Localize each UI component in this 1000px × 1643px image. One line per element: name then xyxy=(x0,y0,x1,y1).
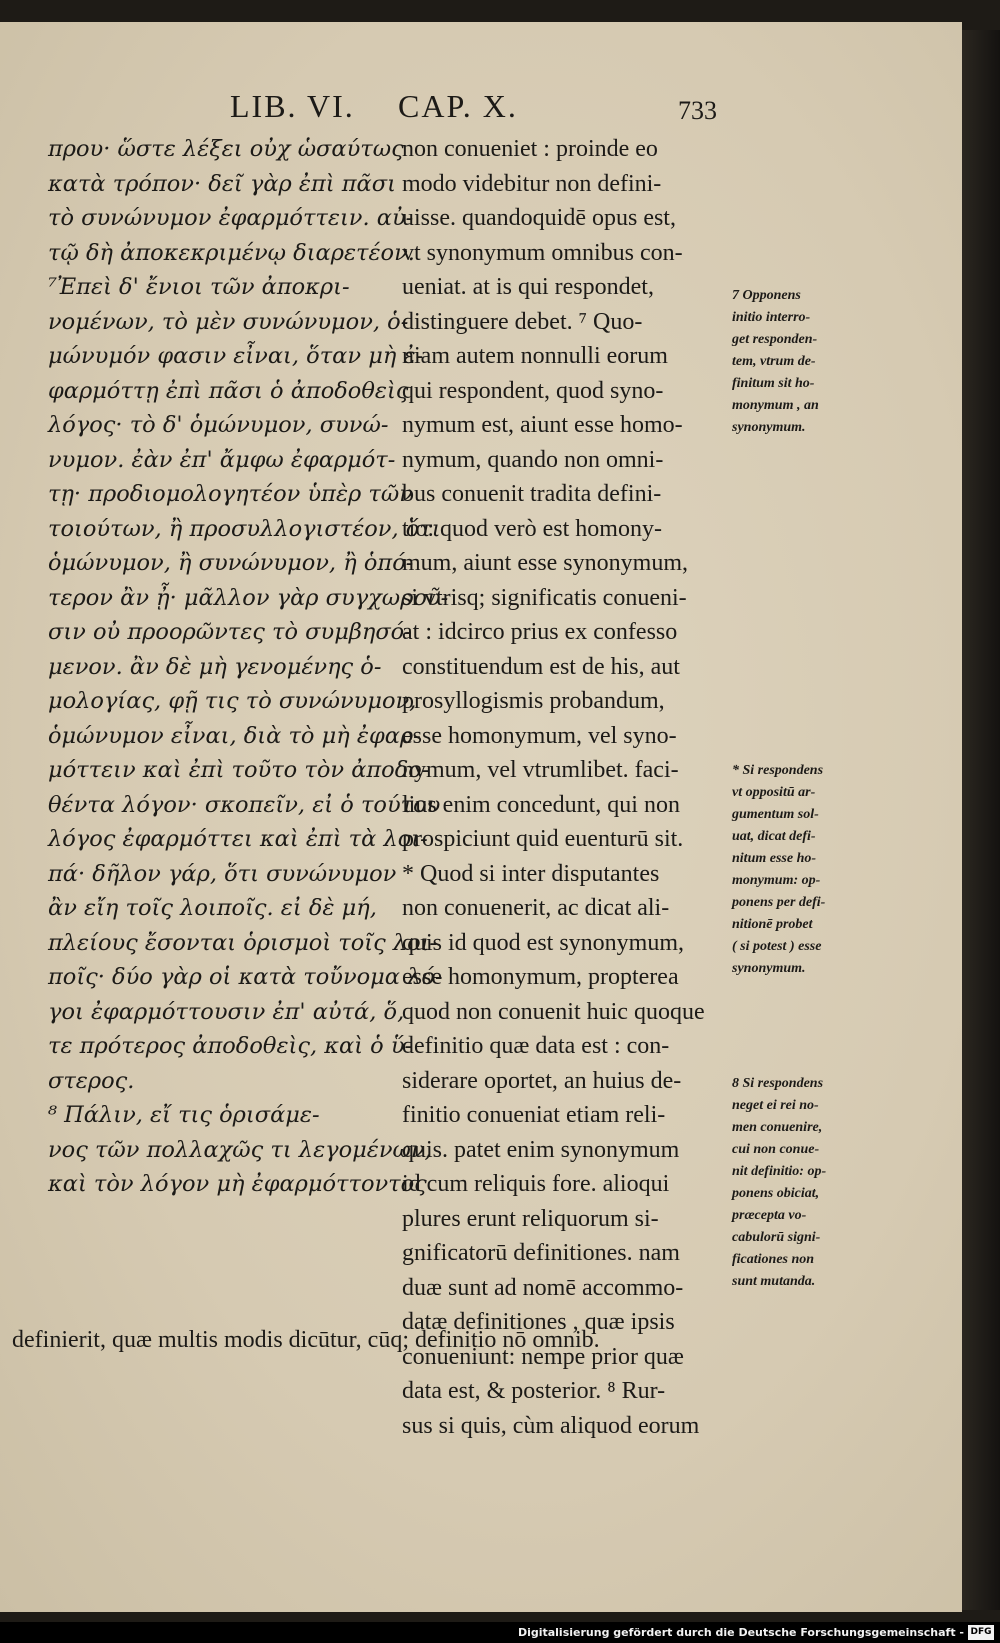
margin-note-line: neget ei rei no- xyxy=(732,1098,819,1113)
greek-line: γοι ἐφαρμόττουσιν ἐπ' αὐτά, ὅ, xyxy=(48,998,405,1025)
greek-line: ὁμώνυμον εἶναι, διὰ τὸ μὴ ἐφαρ- xyxy=(48,722,421,749)
digitization-credit: Digitalisierung gefördert durch die Deutsche Forschungsgemeinschaft - xyxy=(517,1626,964,1639)
greek-line: πά· δῆλον γάρ, ὅτι συνώνυμον xyxy=(48,860,397,887)
margin-note-line: nitum esse ho- xyxy=(732,851,817,866)
latin-line: tio: quod verò est homony- xyxy=(402,515,662,542)
margin-note-line: tem, vtrum de- xyxy=(732,354,816,369)
greek-line: ποῖς· δύο γὰρ οἱ κατὰ τοὔνομα λό- xyxy=(48,964,443,990)
page-number: 733 xyxy=(678,96,717,125)
latin-line: modo videbitur non defini- xyxy=(402,170,662,197)
greek-line: ⁸ Πάλιν, εἴ τις ὁρισάμε- xyxy=(48,1102,320,1128)
latin-line: nymum est, aiunt esse homo- xyxy=(402,412,683,438)
greek-line: ⁷Ἐπεὶ δ' ἔνιοι τῶν ἀποκρι- xyxy=(48,274,350,300)
latin-line: vt synonymum omnibus con- xyxy=(402,239,683,266)
margin-note-line: ficationes non xyxy=(732,1252,815,1267)
margin-note-line: uat, dicat defi- xyxy=(732,829,816,844)
greek-line: μόττειν καὶ ἐπὶ τοῦτο τὸν ἀποδο- xyxy=(48,757,430,783)
page-edge xyxy=(962,30,1000,1610)
greek-line: ὁμώνυμον, ἢ συνώνυμον, ἢ ὁπό- xyxy=(48,550,414,576)
latin-line: mum, aiunt esse synonymum, xyxy=(402,550,688,576)
latin-line: finitio conueniat etiam reli- xyxy=(402,1102,666,1128)
greek-line: πρου· ὥστε λέξει οὐχ ὡσαύτως xyxy=(48,136,404,162)
running-head-chapter: CAP. X. xyxy=(398,88,518,124)
latin-line: at : idcirco prius ex confesso xyxy=(402,619,678,645)
latin-line: data est, & posterior. ⁸ Rur- xyxy=(402,1378,666,1404)
latin-line: quis id quod est synonymum, xyxy=(402,929,685,956)
latin-line: id cum reliquis fore. alioqui xyxy=(402,1171,670,1197)
greek-line: στερος. xyxy=(48,1067,135,1094)
margin-note-line: get responden- xyxy=(732,332,818,347)
margin-note-line: men conuenire, xyxy=(732,1120,823,1135)
greek-line: μώνυμόν φασιν εἶναι, ὅταν μὴ ἐ- xyxy=(48,343,424,369)
latin-line: quod non conuenit huic quoque xyxy=(402,998,705,1025)
latin-line: niam autem nonnulli eorum xyxy=(402,343,668,369)
margin-note-line: nit definitio: op- xyxy=(732,1164,827,1179)
latin-line: prosyllogismis probandum, xyxy=(402,688,665,714)
latin-line: nymum, quando non omni- xyxy=(402,446,664,473)
greek-line: σιν οὐ προορῶντες τὸ συμβησό- xyxy=(48,619,412,645)
bottom-full-width-line: definierit, quæ multis modis dicūtur, cūq; definitio nō omnib. xyxy=(12,1327,600,1353)
dfg-logo: DFG xyxy=(968,1625,994,1640)
greek-line: νυμον. ἐὰν ἐπ' ἄμφω ἐφαρμότ- xyxy=(48,446,396,473)
margin-note-line: 8 Si respondens xyxy=(732,1076,824,1091)
latin-line: bus conuenit tradita defini- xyxy=(402,481,662,507)
latin-line: definitio quæ data est : con- xyxy=(402,1033,670,1059)
latin-line: esse homonymum, propterea xyxy=(402,964,679,990)
latin-line: gnificatorū definitiones. nam xyxy=(402,1240,680,1266)
latin-line: sus si quis, cùm aliquod eorum xyxy=(402,1412,700,1439)
greek-line: τοιούτων, ἢ προσυλλογιστέον, ὅτι xyxy=(48,515,441,542)
margin-note-line: præcepta vo- xyxy=(732,1208,807,1223)
latin-line: si vtrisq; significatis conueni- xyxy=(402,584,687,611)
greek-line: λόγος ἐφαρμόττει καὶ ἐπὶ τὰ λοι- xyxy=(48,826,428,852)
latin-line: datæ definitiones , quæ ipsis xyxy=(402,1309,675,1335)
latin-line: * Quod si inter disputantes xyxy=(402,860,660,887)
latin-line: distinguere debet. ⁷ Quo- xyxy=(402,308,643,335)
latin-line: non conuenerit, ac dicat ali- xyxy=(402,895,670,921)
margin-note-line: monymum: op- xyxy=(732,873,821,888)
greek-line: νος τῶν πολλαχῶς τι λεγομένων, xyxy=(48,1136,432,1163)
margin-note-line: ( si potest ) esse xyxy=(732,939,822,954)
greek-line: καὶ τὸν λόγον μὴ ἐφαρμόττοντος xyxy=(48,1171,427,1197)
margin-note-7 xyxy=(732,285,877,439)
greek-line: τερον ἂν ᾖ· μᾶλλον γὰρ συγχωροῦ- xyxy=(48,584,449,611)
greek-line: νομένων, τὸ μὲν συνώνυμον, ὁ- xyxy=(48,308,409,335)
latin-line: duæ sunt ad nomē accommo- xyxy=(402,1274,684,1301)
latin-line: qui respondent, quod syno- xyxy=(402,377,664,404)
greek-line: κατὰ τρόπον· δεῖ γὰρ ἐπὶ πᾶσι xyxy=(48,170,396,197)
margin-note-line: gumentum sol- xyxy=(732,807,819,822)
latin-line: uisse. quandoquidē opus est, xyxy=(402,205,676,231)
greek-line: μενον. ἂν δὲ μὴ γενομένης ὁ- xyxy=(48,653,382,680)
greek-line: φαρμόττῃ ἐπὶ πᾶσι ὁ ἀποδοθεὶς xyxy=(48,377,409,404)
margin-note-line: synonymum. xyxy=(732,420,806,435)
margin-note-star xyxy=(732,760,877,980)
latin-line: siderare oportet, an huius de- xyxy=(402,1067,682,1094)
margin-note-line: ponens obiciat, xyxy=(732,1186,820,1201)
greek-line: πλείους ἔσονται ὁρισμοὶ τοῖς λοι- xyxy=(48,929,438,956)
latin-line: plures erunt reliquorum si- xyxy=(402,1205,659,1232)
greek-line: θέντα λόγον· σκοπεῖν, εἰ ὁ τούτου xyxy=(48,791,441,818)
margin-note-line: sunt mutanda. xyxy=(732,1274,816,1289)
margin-note-line: 7 Opponens xyxy=(732,288,801,303)
greek-line: ἂν εἴη τοῖς λοιποῖς. εἰ δὲ μή, xyxy=(48,895,377,921)
latin-line: ueniat. at is qui respondet, xyxy=(402,274,654,300)
margin-note-line: cabulorū signi- xyxy=(732,1230,821,1245)
margin-note-line: * Si respondens xyxy=(732,763,824,778)
margin-note-line: cui non conue- xyxy=(732,1142,820,1157)
latin-line: constituendum est de his, aut xyxy=(402,653,680,680)
greek-line: λόγος· τὸ δ' ὁμώνυμον, συνώ- xyxy=(48,412,389,438)
greek-text-column xyxy=(48,132,449,1202)
latin-line: prospiciunt quid euenturū sit. xyxy=(402,826,684,852)
margin-note-line: nitionē probet xyxy=(732,917,813,932)
margin-note-line: synonymum. xyxy=(732,961,806,976)
greek-line: μολογίας, φῇ τις τὸ συνώνυμον, xyxy=(48,688,417,714)
greek-line: τὸ συνώνυμον ἐφαρμόττειν. αὐ- xyxy=(48,205,414,231)
greek-line: τῷ δὴ ἀποκεκριμένῳ διαρετέον. xyxy=(48,239,415,266)
latin-text-column xyxy=(402,132,727,1443)
margin-note-line: vt oppositū ar- xyxy=(732,785,816,800)
latin-line: non conueniet : proinde eo xyxy=(402,136,658,162)
greek-line: τε πρότερος ἀποδοθεὶς, καὶ ὁ ὕ- xyxy=(48,1033,413,1059)
latin-line: esse homonymum, vel syno- xyxy=(402,722,677,749)
greek-line: τῃ· προδιομολογητέον ὑπὲρ τῶν xyxy=(48,481,413,507)
running-head-book: LIB. VI. xyxy=(230,88,355,124)
latin-line: lius enim concedunt, qui non xyxy=(402,791,680,818)
margin-note-line: ponens per defi- xyxy=(732,895,826,910)
latin-line: quis. patet enim synonymum xyxy=(402,1136,680,1163)
latin-line: conueniunt: nempe prior quæ xyxy=(402,1343,684,1370)
latin-line: nymum, vel vtrumlibet. faci- xyxy=(402,757,679,783)
margin-note-8 xyxy=(732,1073,877,1293)
margin-note-line: finitum sit ho- xyxy=(732,376,815,391)
margin-note-line: monymum , an xyxy=(732,398,819,413)
margin-note-line: initio interro- xyxy=(732,310,811,325)
